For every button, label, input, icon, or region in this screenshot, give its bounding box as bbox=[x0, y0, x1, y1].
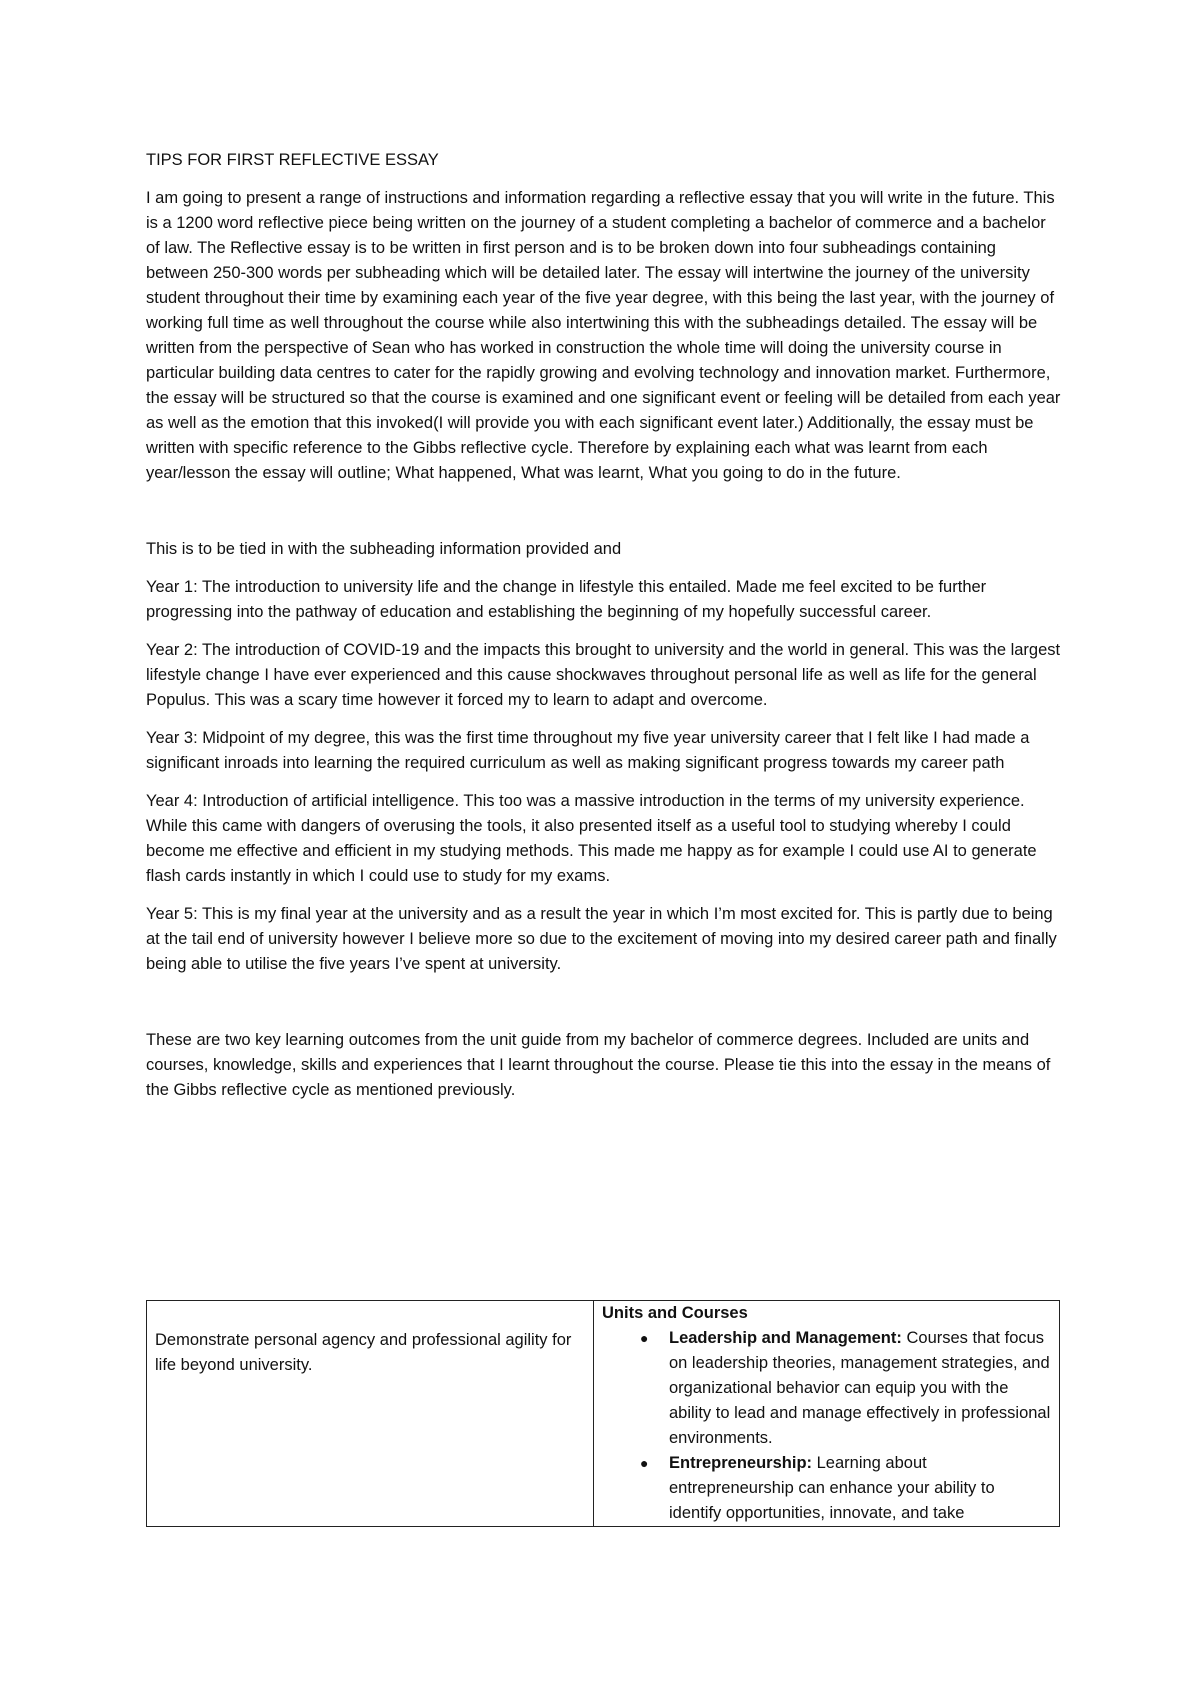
spacer bbox=[146, 990, 1062, 1028]
item-text: Courses that focus on leadership theories, management strategies, and organizational behavior can equip you with the ability to lead and manage effectively in professional environments. bbox=[669, 1329, 1051, 1447]
outcome-text: Demonstrate personal agency and professional agility for life beyond university. bbox=[155, 1331, 572, 1374]
list-item bbox=[602, 1326, 1051, 1451]
document-body bbox=[146, 148, 1062, 1116]
learning-outcomes-table bbox=[146, 1300, 1060, 1527]
outcomes-intro-paragraph: These are two key learning outcomes from the unit guide from my bachelor of commerce degrees. Included are units and courses, knowledge, skills and experiences that I learnt throughout the course. Please tie this into the essay in the means of the Gibbs reflective cycle as mentioned previously. bbox=[146, 1031, 1051, 1099]
tie-in-paragraph: This is to be tied in with the subheading information provided and bbox=[146, 540, 622, 558]
bullet-icon: ● bbox=[640, 1330, 649, 1346]
list-item bbox=[602, 1451, 1051, 1526]
table-row bbox=[147, 1301, 1060, 1527]
year-5-paragraph: Year 5: This is my final year at the university and as a result the year in which I’m most excited for. This is partly due to being at the tail end of university however I believe more so due to the excitement of moving into my desired career path and finally being able to utilise the five years I’ve spent at university. bbox=[146, 905, 1057, 973]
item-label: Entrepreneurship: bbox=[669, 1454, 813, 1472]
intro-paragraph: I am going to present a range of instructions and information regarding a reflective essay that you will write in the future. This is a 1200 word reflective piece being written on the journey of a student completing a bachelor of commerce and a bachelor of law. The Reflective essay is to be written in first person and is to be broken down into four subheadings containing between 250-300 words per subheading which will be detailed later. The essay will intertwine the journey of the university student throughout their time by examining each year of the five year degree, with this being the last year, with the journey of working full time as well throughout the course while also intertwining this with the subheadings detailed. The essay will be written from the perspective of Sean who has worked in construction the whole time will doing the university course in particular building data centres to cater for the rapidly growing and evolving technology and innovation market. Furthermore, the essay will be structured so that the course is examined and one significant event or feeling will be detailed from each year as well as the emotion that this invoked(I will provide you with each significant event later.) Additionally, the essay must be written with specific reference to the Gibbs reflective cycle. Therefore by explaining each what was learnt from each year/lesson the essay will outline; What happened, What was learnt, What you going to do in the future. bbox=[146, 189, 1061, 482]
document-title: TIPS FOR FIRST REFLECTIVE ESSAY bbox=[146, 151, 439, 169]
units-cell bbox=[594, 1301, 1060, 1527]
year-4-paragraph: Year 4: Introduction of artificial intelligence. This too was a massive introduction in the terms of my university experience. While this came with dangers of overusing the tools, it also presented itself as a useful tool to studying whereby I could become me effective and efficient in my studying methods. This made me happy as for example I could use AI to generate flash cards instantly in which I could use to study for my exams. bbox=[146, 792, 1037, 885]
year-3-paragraph: Year 3: Midpoint of my degree, this was the first time throughout my five year university career that I felt like I had made a significant inroads into learning the required curriculum as well as making significant progress towards my career path bbox=[146, 729, 1030, 772]
units-title: Units and Courses bbox=[602, 1304, 748, 1322]
item-text: Learning about entrepreneurship can enhance your ability to identify opportunities, innovate, and take bbox=[669, 1454, 995, 1522]
units-list bbox=[602, 1326, 1051, 1526]
spacer bbox=[146, 499, 1062, 537]
item-label: Leadership and Management: bbox=[669, 1329, 902, 1347]
outcome-cell bbox=[147, 1301, 594, 1527]
bullet-icon: ● bbox=[640, 1455, 649, 1471]
year-1-paragraph: Year 1: The introduction to university life and the change in lifestyle this entailed. Made me feel excited to be further progressing into the pathway of education and establishing the beginning of my hopefully successful career. bbox=[146, 578, 987, 621]
year-2-paragraph: Year 2: The introduction of COVID-19 and the impacts this brought to university and the world in general. This was the largest lifestyle change I have ever experienced and this cause shockwaves throughout personal life as well as life for the general Populus. This was a scary time however it forced my to learn to adapt and overcome. bbox=[146, 641, 1061, 709]
